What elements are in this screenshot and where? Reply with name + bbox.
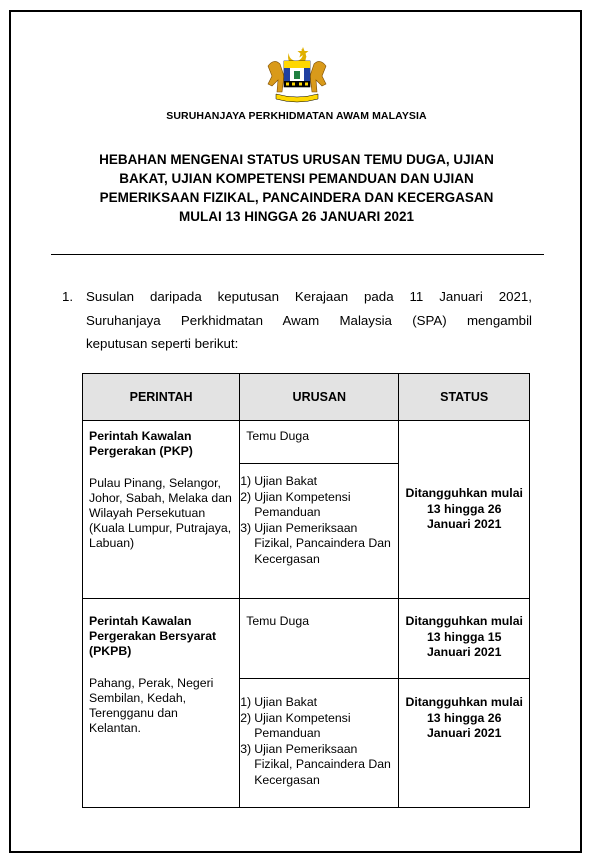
pkpb-states: Pahang, Perak, Negeri Sembilan, Kedah, Terengganu dan Kelantan. (89, 676, 214, 735)
pkp-ujian-cell (240, 464, 399, 599)
list-item: 2) Ujian Kompetensi Pemanduan (240, 710, 351, 740)
pkpb-ujian-list (240, 679, 398, 788)
pkp-temu-duga: Temu Duga (246, 429, 310, 443)
list-item: 3) Ujian Pemeriksaan Fizikal, Pancaindera Dan Kecergasan (240, 741, 391, 787)
table-row (83, 599, 530, 679)
title-line: MULAI 13 HINGGA 26 JANUARI 2021 (178, 209, 415, 224)
pkpb-temu-duga-status: Ditangguhkan mulai 13 hingga 15 Januari 2021 (405, 614, 523, 659)
pkp-status-cell (399, 421, 530, 599)
pkpb-temu-duga-status-cell (399, 599, 530, 679)
list-item: 1) Ujian Bakat (240, 474, 318, 488)
list-item: 2) Ujian Kompetensi Pemanduan (240, 489, 351, 519)
title-line: PEMERIKSAAN FIZIKAL, PANCAINDERA DAN KECERGASAN (99, 190, 494, 205)
pkpb-order-cell (83, 599, 240, 808)
pkp-ujian-list (240, 464, 398, 567)
pkp-states: Pulau Pinang, Selangor, Johor, Sabah, Melaka dan Wilayah Persekutuan (Kuala Lumpur, Putrajaya, Labuan) (89, 476, 232, 550)
pkpb-ujian-status: Ditangguhkan mulai 13 hingga 26 Januari 2021 (405, 695, 523, 740)
table-row (83, 421, 530, 464)
title-line: HEBAHAN MENGENAI STATUS URUSAN TEMU DUGA, UJIAN (99, 152, 494, 167)
pkp-title: Perintah Kawalan Pergerakan (PKP) (89, 429, 193, 458)
document-title (50, 150, 543, 226)
paragraph-line: Suruhanjaya Perkhidmatan Awam Malaysia (SPA) mengambil (86, 312, 532, 328)
pkpb-temu-duga-cell (240, 599, 399, 679)
header-urusan: URUSAN (240, 374, 399, 421)
pkpb-temu-duga: Temu Duga (246, 614, 310, 628)
header-status: STATUS (399, 374, 530, 421)
pkpb-ujian-status-cell (399, 679, 530, 808)
coat-of-arms-icon (262, 44, 332, 104)
pkp-status: Ditangguhkan mulai 13 hingga 26 Januari 2021 (405, 486, 523, 532)
pkp-order-cell (83, 421, 240, 599)
paragraph-number: 1. (62, 289, 74, 304)
list-item: 3) Ujian Pemeriksaan Fizikal, Pancaindera Dan Kecergasan (240, 520, 391, 566)
paragraph-line: Susulan daripada keputusan Kerajaan pada 11 Januari 2021, (86, 289, 532, 304)
pkp-temu-duga-cell (240, 421, 399, 464)
title-line: BAKAT, UJIAN KOMPETENSI PEMANDUAN DAN UJIAN (119, 171, 474, 186)
table-header-row (83, 374, 530, 421)
pkpb-ujian-cell (240, 679, 399, 808)
organization-name: SURUHANJAYA PERKHIDMATAN AWAM MALAYSIA (166, 110, 427, 122)
horizontal-divider (51, 254, 544, 255)
list-item: 1) Ujian Bakat (240, 695, 318, 709)
header-perintah: PERINTAH (83, 374, 240, 421)
paragraph-line: keputusan seperti berikut: (86, 336, 239, 351)
pkpb-title: Perintah Kawalan Pergerakan Bersyarat (PKPB) (89, 614, 217, 658)
status-table (82, 373, 530, 808)
